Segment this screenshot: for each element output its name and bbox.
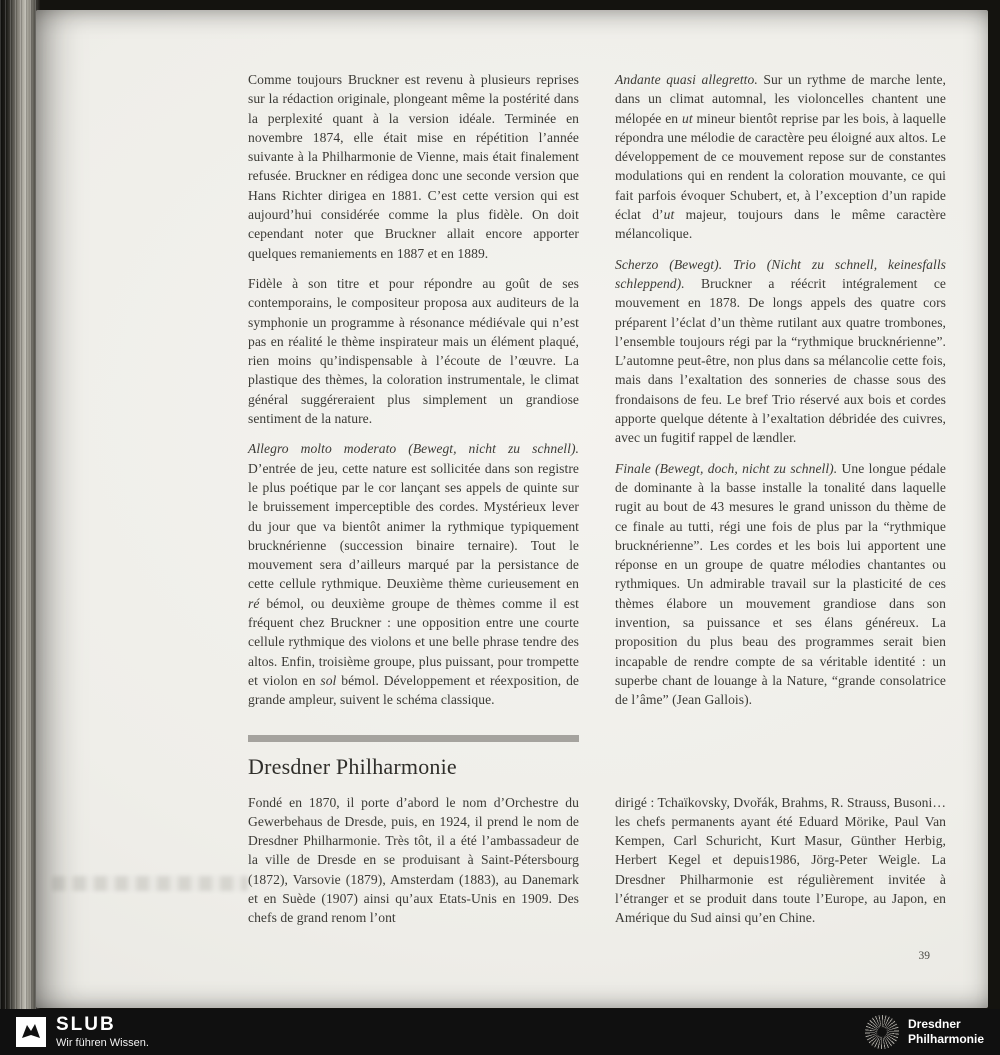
footer-bar — [0, 1009, 1000, 1055]
slub-logo-icon — [16, 1017, 46, 1047]
paragraph: Fidèle à son titre et pour répondre au goût de ses contemporains, le compositeur proposa aux auditeurs de la symphonie un programme à résonance médiévale qui n’est pas en réalité le thème inspirateur mais un élément plaqué, rien moins qu’indispensable à l’écoute de l’œuvre. La plastique des thèmes, la coloration instrumentale, le climat général suggéreraient plus simplement un grandiose sentiment de la nature. — [248, 275, 579, 427]
orchestra-section — [248, 793, 946, 939]
page-number: 39 — [918, 950, 930, 962]
philharmonie-name-line2: Philharmonie — [907, 1032, 984, 1046]
philharmonie-name-line1: Dresdner — [907, 1017, 961, 1031]
page-content — [248, 70, 946, 939]
section-title: Dresdner Philharmonie — [248, 753, 457, 779]
paragraph: Allegro molto moderato (Bewegt, nicht zu schnell). D’entrée de jeu, cette nature est sollicitée dans son registre le plus poétique par le cor lançant ses appels de quinte sur le bruissement imperceptible des cordes. Mystérieux lever du jour que va bientôt animer la rythmique typiquement brucknérienne (succession binaire ternaire). Tout le mouvement sera d’ailleurs marqué par la persistance de cette cellule rythmique. Deuxième thème curieusement en ré bémol, ou deuxième groupe de thèmes comme il est fréquent chez Bruckner : une opposition entre une courte cellule rythmique des violons et une belle phrase tendre des altos. Enfin, troisième groupe, plus puissant, pour trompette et violon en sol bémol. Développement et réexposition, de grande ampleur, suivent le schéma classique. — [248, 441, 580, 708]
movement-notes-section — [248, 70, 946, 721]
paragraph: dirigé : Tchaïkovsky, Dvořák, Brahms, R. Strauss, Busoni… les chefs permanents ayant été Eduard Mörike, Paul Van Kempen, Carl Schuricht, Kurt Masur, Günther Herbig, Herbert Kegel et depuis1986, Jörg-Peter Weigle. La Dresdner Philharmonie est régulièrement invitée à l’étranger et se produit dans toute l’Europe, au Japon, en Amérique du Sud ainsi qu’en Chine. — [615, 794, 946, 926]
book-spine — [0, 0, 40, 1010]
bottom-right-column — [615, 793, 946, 939]
paragraph: Andante quasi allegretto. Sur un rythme de marche lente, dans un climat automnal, les violoncelles chantent une mélopée en ut mineur bientôt reprise par les bois, à laquelle répondra une mélodie de caractère peu éloigné aux altos. Le développement de ce mouvement repose sur de constantes modulations qui en rendent la coloration mouvante, ce qui fait parfois évoquer Schubert, et, à l’exception d’un rapide éclat d’ut majeur, toujours dans le même caractère mélancolique. — [615, 72, 946, 242]
slub-wordmark: SLUB — [56, 1014, 116, 1035]
philharmonie-brand-link[interactable] — [865, 1015, 984, 1049]
left-column — [248, 70, 579, 721]
philharmonie-sunburst-icon — [865, 1015, 899, 1049]
section-divider — [248, 735, 579, 742]
paragraph: Scherzo (Bewegt). Trio (Nicht zu schnell, keinesfalls schleppend). Bruckner a réécrit intégralement ce mouvement en 1878. De longs appels des quatre cors préparent l’éclat d’un thème rutilant aux quatre trombones, l’ensemble toujours régi par la “rythmique brucknérienne”. L’automne peut-être, non plus dans sa mélancolie cette fois, mais dans l’exaltation des sonneries de chasse sous des frondaisons de feu. Le bref Trio réservé aux bois et cordes apporte quelque détente à l’exaltation débridée des cuivres, avec un fugitif rappel de lændler. — [615, 256, 946, 446]
scanned-page — [36, 10, 988, 1008]
bottom-left-column — [248, 793, 579, 939]
page-showthrough — [52, 876, 248, 891]
paragraph: Finale (Bewegt, doch, nicht zu schnell). Une longue pédale de dominante à la basse installe la tonalité dans laquelle rugit au bout de 43 mesures le grand unisson du thème de ce finale au tutti, régi une fois de plus par la “rythmique brucknérienne”. Les cordes et les bois lui apportent une réponse en un groupe de quatre mélodies chantantes ou rythmiques. Un admirable travail sur la plasticité de ces thèmes élabore un mouvement grandiose dans son invention, sa puissance et ses élans généreux. La proposition du plus beau des programmes serait bien incapable de rendre compte de sa véritable identité : un superbe chant de louange à la Nature, “grande consolatrice de l’âme” (Jean Gallois). — [615, 460, 946, 708]
right-column — [615, 70, 946, 721]
slub-text-block — [56, 1015, 149, 1049]
slub-brand-link[interactable] — [16, 1015, 149, 1049]
paragraph: Fondé en 1870, il porte d’abord le nom d’Orchestre du Gewerbehaus de Dresde, puis, en 1924, il prend le nom de Dresdner Philharmonie. Très tôt, il a été l’ambassadeur de la ville de Dresde en se produisant à Saint-Pétersbourg (1872), Varsovie (1879), Amsterdam (1883), au Danemark et en Suède (1907) ainsi qu’aux Etats-Unis en 1909. Des chefs de grand renom l’ont — [248, 794, 579, 926]
slub-tagline: Wir führen Wissen. — [56, 1037, 149, 1049]
philharmonie-text-block — [908, 1017, 984, 1047]
paragraph: Comme toujours Bruckner est revenu à plusieurs reprises sur la rédaction originale, plongeant même la postérité dans la perplexité quant à la version idéale. Terminée en novembre 1874, elle était mise en répétition l’année suivante à la Philharmonie de Vienne, mais était finalement refusée. Bruckner en rédigea donc une seconde version que Hans Richter dirigea en 1881. C’est cette version qui est aujourd’hui considérée comme la plus fidèle. On doit cependant noter que Bruckner allait encore apporter quelques remaniements en 1887 et en 1889. — [248, 72, 579, 261]
